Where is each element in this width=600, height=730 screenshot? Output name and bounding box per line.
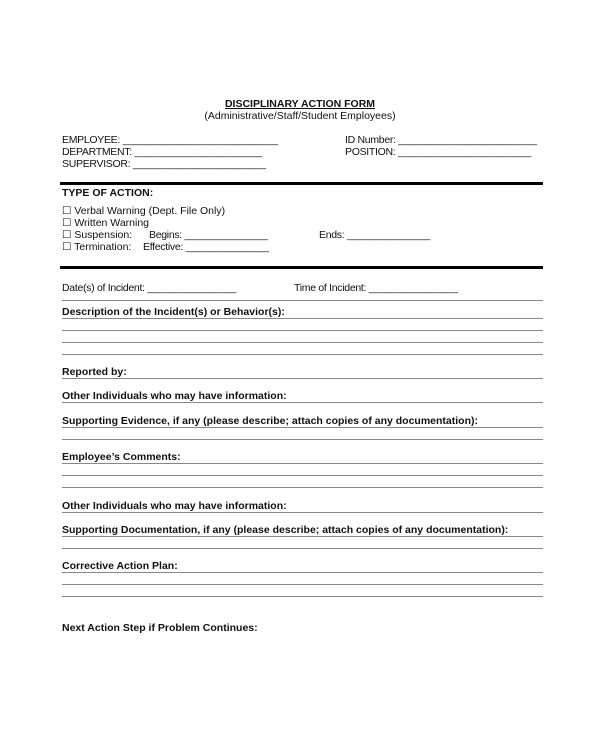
write-line[interactable] [62,512,543,513]
suspension-ends-field[interactable]: Ends: _______________ [319,229,431,241]
incident-dates-field[interactable]: Date(s) of Incident: ________________ [62,282,236,294]
incident-time-field[interactable]: Time of Incident: ________________ [294,282,458,294]
write-line[interactable] [62,354,543,355]
position-field[interactable]: POSITION: ________________________ [345,146,531,158]
write-line[interactable] [62,402,543,403]
termination-checkbox[interactable]: ☐ Termination: [62,241,132,253]
suspension-checkbox[interactable]: ☐ Suspension: [62,229,133,241]
supervisor-field[interactable]: SUPERVISOR: ________________________ [62,158,266,170]
reported-by-label: Reported by: [62,366,127,378]
id-number-field[interactable]: ID Number: _________________________ [345,134,537,146]
form-title: DISCIPLINARY ACTION FORM [224,98,376,110]
other-individuals-label: Other Individuals who may have information: [62,390,287,402]
write-line[interactable] [62,548,543,549]
employee-field[interactable]: EMPLOYEE: ____________________________ [62,134,278,146]
write-line[interactable] [62,475,543,476]
description-label: Description of the Incident(s) or Behavior(s): [62,306,285,318]
supporting-evidence-label: Supporting Evidence, if any (please describe; attach copies of any documentation): [62,415,478,427]
next-action-label: Next Action Step if Problem Continues: [62,622,258,634]
write-line[interactable] [62,572,543,573]
write-line[interactable] [62,487,543,488]
write-line[interactable] [62,463,543,464]
write-line [62,300,543,301]
termination-effective-field[interactable]: Effective: _______________ [143,241,269,253]
write-line[interactable] [62,378,543,379]
written-warning-checkbox[interactable]: ☐ Written Warning [62,217,150,229]
write-line[interactable] [62,596,543,597]
section-divider [60,182,543,185]
form-subtitle: (Administrative/Staff/Student Employees) [204,110,396,122]
write-line[interactable] [62,318,543,319]
write-line[interactable] [62,584,543,585]
section-divider [60,266,543,269]
department-field[interactable]: DEPARTMENT: _______________________ [62,146,262,158]
suspension-begins-field[interactable]: Begins: _______________ [149,229,268,241]
write-line[interactable] [62,427,543,428]
corrective-action-label: Corrective Action Plan: [62,560,178,572]
other-individuals-label-2: Other Individuals who may have information: [62,500,287,512]
supporting-documentation-label: Supporting Documentation, if any (please describe; attach copies of any documentation): [62,524,509,536]
write-line[interactable] [62,536,543,537]
employee-comments-label: Employee’s Comments: [62,451,181,463]
write-line[interactable] [62,439,543,440]
write-line[interactable] [62,330,543,331]
verbal-warning-checkbox[interactable]: ☐ Verbal Warning (Dept. File Only) [62,205,226,217]
write-line[interactable] [62,342,543,343]
type-of-action-heading: TYPE OF ACTION: [62,187,154,199]
